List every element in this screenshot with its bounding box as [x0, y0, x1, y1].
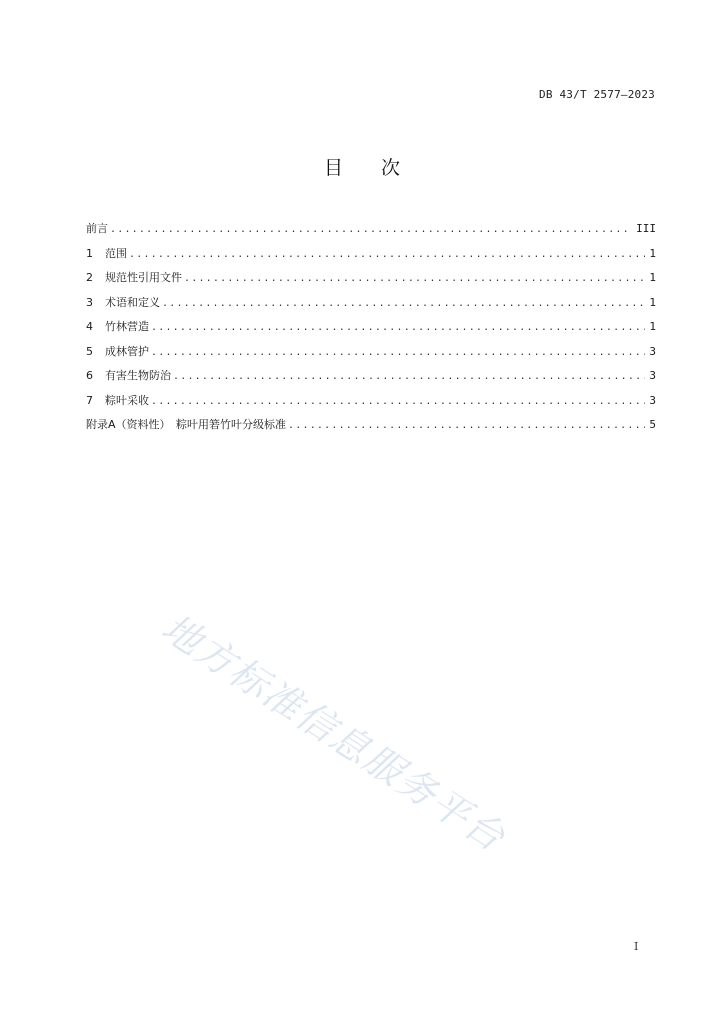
toc-title-char-2: 次 [381, 157, 401, 179]
toc-entry-7[interactable] [86, 389, 656, 414]
toc-leader-dots [151, 316, 645, 341]
page-number: I [634, 940, 639, 953]
toc-entry-label: 粽叶采收 [105, 393, 149, 407]
toc-entry-appendix-a[interactable] [86, 413, 656, 438]
toc-leader-dots [110, 218, 632, 243]
toc-entry-number: 4 [86, 320, 93, 333]
toc-entry-page: 5 [649, 418, 656, 431]
toc-leader-dots [129, 243, 645, 268]
toc-leader-dots [288, 414, 645, 439]
table-of-contents [86, 217, 656, 438]
toc-entry-label: 附录A（资料性） 粽叶用箬竹叶分级标准 [86, 418, 287, 431]
toc-entry-page: 1 [649, 295, 656, 309]
toc-leader-dots [151, 390, 645, 415]
toc-entry-label: 范围 [105, 246, 127, 260]
watermark-text: 地方标准信息服务平台 [154, 605, 514, 861]
toc-entry-1[interactable] [86, 242, 656, 267]
toc-entry-label: 竹林营造 [105, 320, 149, 333]
toc-entry-5[interactable] [86, 340, 656, 365]
toc-entry-number: 5 [86, 344, 93, 358]
toc-title-char-1: 目 [323, 157, 343, 179]
toc-entry-page: 1 [649, 271, 656, 284]
toc-entry-number: 1 [86, 246, 93, 260]
toc-entry-label: 成林管护 [105, 344, 149, 358]
toc-entry-3[interactable] [86, 291, 656, 316]
toc-entry-6[interactable] [86, 364, 656, 389]
toc-entry-page: 3 [649, 344, 656, 358]
toc-entry-2[interactable] [86, 266, 656, 291]
toc-entry-page: 3 [649, 393, 656, 407]
toc-leader-dots [173, 365, 645, 390]
toc-entry-number: 2 [86, 271, 93, 284]
toc-entry-page: 1 [649, 320, 656, 333]
toc-entry-number: 6 [86, 369, 93, 382]
document-code: DB 43/T 2577—2023 [539, 88, 655, 101]
toc-entry-number: 3 [86, 295, 93, 309]
toc-leader-dots [162, 292, 645, 317]
toc-entry-page: III [636, 222, 656, 235]
toc-leader-dots [184, 267, 645, 292]
toc-entry-label: 术语和定义 [105, 295, 160, 309]
toc-entry-label: 有害生物防治 [105, 369, 171, 382]
toc-entry-number: 7 [86, 393, 93, 407]
toc-entry-page: 3 [649, 369, 656, 382]
toc-entry-page: 1 [649, 246, 656, 260]
toc-entry-label: 规范性引用文件 [105, 271, 182, 284]
toc-entry-foreword[interactable] [86, 217, 656, 242]
toc-entry-label: 前言 [86, 222, 108, 235]
toc-title [0, 153, 724, 180]
toc-leader-dots [151, 341, 645, 366]
toc-entry-4[interactable] [86, 315, 656, 340]
